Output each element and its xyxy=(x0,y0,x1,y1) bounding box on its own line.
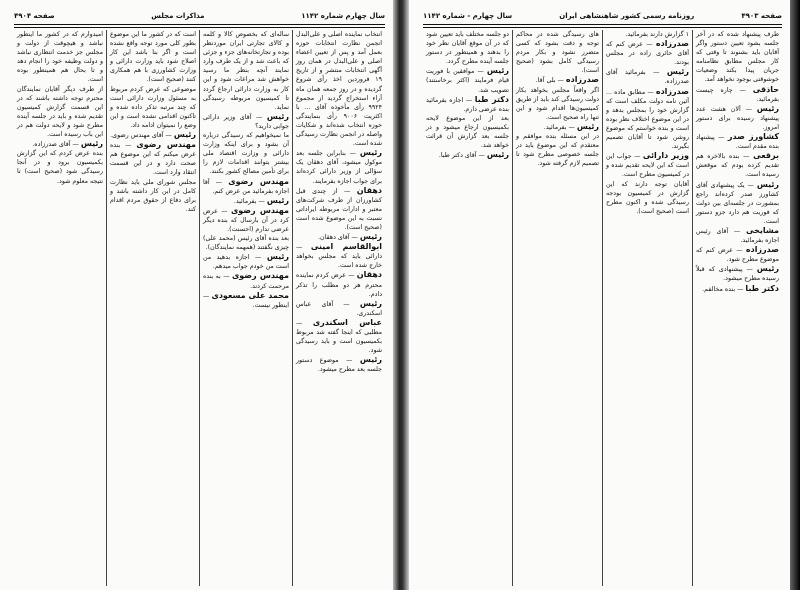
speaker-name: رئیس xyxy=(266,252,289,262)
paragraph-text: است که در کشور ما این موضوع بطور کلی مورد توجه واقع نشده است و اگر بنا باشد این کار اصلاح شود باید وزارت دارائی و وزارت کشاورزی با هم همکاری کنند (صحیح است). xyxy=(110,31,196,84)
paragraph xyxy=(516,132,599,168)
paragraph-text: از طرف دیگر آقایان نمایندگان محترم توجه داشته باشند که در این قسمت گزارش کمیسیون تقدیم شده و باید در جلسه آینده مطرح شود و لایحه دولت هم در این باب رسیده است. xyxy=(17,85,103,139)
text-column xyxy=(692,30,782,586)
speaker-name: رئیس xyxy=(756,264,779,274)
paragraph xyxy=(203,234,289,252)
text-column xyxy=(292,30,385,586)
paragraph-text: — بفرمائید. xyxy=(543,123,575,131)
left-page-header xyxy=(14,9,385,23)
paragraph xyxy=(296,232,382,242)
paragraph xyxy=(296,242,382,270)
paragraph xyxy=(426,30,509,66)
speaker-name: رئیس xyxy=(359,355,382,365)
paragraph xyxy=(203,206,289,234)
paragraph-text: دو جلسه مختلف باید تعیین شود که در آن موقع آقایان نظر خود را بدهند و همینطور در دستور جلسه آینده مطرح گردد. xyxy=(426,31,509,66)
header-rule xyxy=(423,24,782,28)
speaker-name: رئیس xyxy=(80,139,103,149)
paragraph-text: طرف پیشنهاد شده که در آخر جلسه بشود تعیین دستور واگر آقایان باید بشنوند تا وقتی که کار مجلس مطابق نظامنامه جریان پیدا بکند وضعیات خوشوقتی بوجود نخواهد آمد. xyxy=(696,31,779,84)
paragraph-text: مجلس شورای ملی باید نظارت کامل در این کار داشته باشد و برای دفاع از حقوق مردم اقدام کند. xyxy=(110,178,196,213)
speaker-name: رئیس xyxy=(486,66,509,76)
paragraph xyxy=(110,140,196,177)
paragraph xyxy=(203,196,289,206)
paragraph xyxy=(696,245,779,264)
paragraph xyxy=(296,318,382,355)
paragraph-text: — عرض کنم که آقای حائری زاده در مجلس بودند. xyxy=(606,41,689,67)
paragraph xyxy=(426,114,509,150)
text-column xyxy=(512,30,602,586)
paragraph xyxy=(696,284,779,294)
speaker-name: دهقان xyxy=(356,185,382,195)
paragraph xyxy=(696,264,779,283)
text-column xyxy=(106,30,199,586)
speaker-name: حاذقی xyxy=(752,84,779,94)
paragraph xyxy=(110,178,196,214)
scan-edge-shadow xyxy=(790,0,800,590)
page-number: صفحه ۴۹۰۳ xyxy=(741,12,782,20)
paragraph xyxy=(606,180,689,216)
paragraph xyxy=(296,270,382,298)
speaker-name: مهندس رضوی xyxy=(231,271,289,281)
paragraph xyxy=(296,148,382,185)
left-page xyxy=(0,0,393,590)
speaker-name: مهندس رضوی xyxy=(136,140,196,150)
speaker-name: عباس اسکندری xyxy=(312,317,382,327)
paragraph-text: — آقای صدرزاده. xyxy=(32,141,79,149)
paragraph-text: — عرض کنم که موضوع مطرح شود. xyxy=(696,247,779,264)
paragraph-text: — بفرمائید آقای صدرزاده. xyxy=(606,69,689,86)
speaker-name: رئیس xyxy=(576,121,599,131)
paragraph xyxy=(606,39,689,67)
right-page xyxy=(409,0,790,590)
paragraph-text: های رسیدگی شده در محاکم توجه و دقت بشود که کسی متضرر نشود و بکار مردم رسیدگی کامل بشود (صحیح است). xyxy=(516,31,599,75)
text-column xyxy=(199,30,292,586)
paragraph-text: — آقای مهندس رضوی. xyxy=(110,132,172,140)
paragraph xyxy=(203,252,289,271)
paragraph-text: بعد بنده آقای رئیس (محمد علی) چیزی نگفتند (همهمه نمایندگان). xyxy=(203,235,289,252)
paragraph xyxy=(696,30,779,85)
paragraph xyxy=(203,177,289,196)
section-title: روزنامه رسمی کشور شاهنشاهی ایران xyxy=(559,12,695,20)
speaker-name: رئیس xyxy=(756,103,779,113)
paragraph xyxy=(696,104,779,132)
speaker-name: محمد علی مسعودی xyxy=(211,290,289,300)
paragraph xyxy=(606,151,689,179)
speaker-name: رئیس xyxy=(266,195,289,205)
paragraph-text: بنده عرض کردم که این گزارش بکمیسیون برود و در آنجا رسیدگی شود (صحیح است) تا نتیجه معلوم شود. xyxy=(17,150,103,185)
paragraph-text: — بنده مخالفم. xyxy=(702,285,744,293)
paragraph-text: ۱ گزارش دارند بفرمائید. xyxy=(625,31,689,38)
paragraph-text: ما نمیخواهیم که رسیدگی درباره آن بشود و برای اینکه وزارت دارائی و وزارت اقتصاد ملی بیشتر بتوانند اقدامات لازم را برای تأمین مصالح کشور بکنند. xyxy=(203,132,289,176)
speaker-name: صدرزاده xyxy=(745,245,779,255)
paragraph xyxy=(696,180,779,226)
paragraph xyxy=(203,112,289,131)
paragraph-text: — بنده عرض میکنم که این موضوع هم صحت دارد و در این قسمت انتقاد وارد است. xyxy=(110,142,196,177)
paragraph xyxy=(296,186,382,232)
paragraph-text: — آقای دکتر طبا. xyxy=(438,152,485,160)
paragraph-text: بعد از این موضوع لایحه بکمیسیون ارجاع میشود و در جلسه بعد گزارش آن قرائت خواهد شد. xyxy=(426,114,509,150)
speaker-name: مهندس رضوی xyxy=(230,205,289,215)
paragraph xyxy=(203,131,289,176)
text-column xyxy=(423,30,512,586)
paragraph-text: — مطابق ماده ... آئین نامه دولت مکلف است که گزارش خود را بمجلس بدهد و در این موضوع اختلاف نظر بوده است و بنده خواستم که موضوع روشن شود تا آقایان تصمیم بگیرند. xyxy=(606,88,689,151)
paragraph-text: — بفرمائید. xyxy=(233,197,265,205)
paragraph-text: — آقای رئیس اجازه بفرمائید. xyxy=(696,227,779,245)
paragraph xyxy=(426,150,509,160)
paragraph-text: — مطلبی که اینجا گفته شد مربوط بکمیسیون است و باید رسیدگی شود. xyxy=(296,319,382,355)
paragraph-text: ساله‌ای که بخصوص کالا و کلمه و کالای تجارتی ایران موردنظر بوده و تجارتخانه‌های جزء و جزئی که باعث شد و از یک طرف وارد نمایند آنچه بنظر ما رسید خواهش شد مراعات شود و این کار به وزارت دارائی ارجاع گردد تا کمیسیون مربوطه رسیدگی نماید. xyxy=(203,31,289,111)
paragraph-text: موضوعی که عرض کردم مربوط به مسئول وزارت دارائی است که چند مرتبه تذکر داده شده و تاکنون اقدامی نشده است و این وضع را نمیتوان ادامه داد. xyxy=(110,85,196,129)
speaker-name: ابوالقاسم امینی xyxy=(310,242,382,252)
paragraph-text: — آقای وزیر دارائی جوابی دارید؟ xyxy=(203,113,289,130)
speaker-name: رئیس xyxy=(266,111,289,121)
speaker-name: رئیس xyxy=(666,67,689,77)
paragraph xyxy=(17,139,103,149)
paragraph xyxy=(17,149,103,185)
paragraph xyxy=(203,30,289,112)
paragraph xyxy=(516,75,599,85)
speaker-name: مهندس رضوی xyxy=(228,176,289,186)
paragraph xyxy=(296,30,382,148)
right-page-header xyxy=(423,9,782,23)
paragraph xyxy=(426,95,509,114)
paragraph xyxy=(696,226,779,245)
paragraph xyxy=(17,30,103,85)
paragraph xyxy=(110,130,196,140)
paragraph xyxy=(696,85,779,104)
paragraph-text: — یک پیشنهادی آقای کشاورز صدر کرده‌اند راجع بمشورت در جلسه‌ای بین دولت که فوریت هم دارد جزو دستور است. xyxy=(696,181,779,225)
paragraph-text: — اجازه بفرمائید بنده عرضی دارم. xyxy=(426,96,509,113)
paragraph-text: — عرض کرد در آن بارسال که بنده دیگر عرضی ندارم (احسنت). xyxy=(203,207,289,233)
speaker-name: برقعی xyxy=(753,151,779,161)
paragraph-text: — پیشنهاد بنده مقدم است. xyxy=(696,134,779,151)
paragraph-text: — اینطور نیست. xyxy=(203,292,289,309)
speaker-name: رئیس xyxy=(486,150,509,160)
paragraph-text: — آقا اجازه بفرمائید من عرض کنم. xyxy=(203,178,289,195)
paragraph-text: — بلی آقا. xyxy=(535,77,564,85)
paragraph-text: — بنده بالاخره هم تقدیم کرده بودم که موقعش رسیده است. xyxy=(696,153,779,179)
header-rule xyxy=(14,24,385,28)
page-number: صفحه ۴۹۰۴ xyxy=(14,12,55,20)
paragraph-text: آقایان توجه دارند که این گزارش در کمیسیون بودجه رسیدگی شده و اکنون مطرح است (صحیح است). xyxy=(606,180,689,215)
speaker-name: دکتر طبا xyxy=(745,283,779,293)
speaker-name: رئیس xyxy=(359,148,382,158)
paragraph xyxy=(426,66,509,94)
paragraph xyxy=(516,30,599,75)
paragraph-text: — آقای دهقان. xyxy=(318,234,358,242)
left-page-columns xyxy=(14,30,385,586)
paragraph-text: — آلان هشت عدد پیشنهاد رسیده برای دستور امروز. xyxy=(696,105,779,131)
paragraph xyxy=(606,67,689,86)
paragraph xyxy=(606,87,689,152)
paragraph xyxy=(696,151,779,179)
paragraph-text: — آقای عباس اسکندری. xyxy=(296,300,382,317)
paragraph-text: — پیشنهادی که قبلاً رسیده مطرح میشود. xyxy=(696,266,779,283)
speaker-name: رئیس xyxy=(173,130,196,140)
text-column xyxy=(602,30,692,586)
paragraph-text: — به بنده مرحمت کردند. xyxy=(203,273,289,290)
paragraph-text: — جواب این است که این لایحه تقدیم شده و در کمیسیون مطرح است. xyxy=(606,153,689,179)
speaker-name: صدرزاده xyxy=(565,75,599,85)
speaker-name: دکتر طبا xyxy=(474,94,509,104)
paragraph-text: — عرض کردم نماینده محترم هر دو مطلب را تذکر دادم. xyxy=(296,272,382,298)
speaker-name: رئیس xyxy=(359,232,382,242)
paragraph xyxy=(296,299,382,318)
paragraph-text: در این مسئله بنده موافقم و معتقدم که این موضوع باید در جلسه خصوصی مطرح شود تا تصمیم لازم گرفته شود. xyxy=(516,133,599,168)
speaker-name: دهقان xyxy=(356,270,382,280)
paragraph-text: انتخاب نماینده اصلی و علی‌البدل انجمن نظارت انتخابات حوزه بعمل آمد و پس از تعیین اعضاء اصلی و علی‌البدل در همان روز آگهی انتخابات منتشر و از تاریخ ۱۹ فروردین اخذ رأی شروع گردیده و در روز جمعه همان ماه آراء استخراج گردید از مجموع ۹۹۲۴ رأی مأخوذه آقای ... با اکثریت ۹۰۰۶ رأی بنمایندگی حوزه انتخاب شده‌اند و شکایات واصله در انجمن نظارت رسیدگی شده است. xyxy=(296,31,383,148)
speaker-name: صدرزاده xyxy=(655,86,689,96)
issue-label: سال چهارم شماره ۱۱۴۲ xyxy=(301,12,385,20)
paragraph-text: امیدوارم که در کشور ما اینطور نباشد و هیچوقت از دولت و مجلس جز خدمت انتظاری نباشد و دولت وظیفه خود را انجام دهد و تا بحال هم همینطور بوده است. xyxy=(17,31,103,84)
section-title: مذاکرات مجلس xyxy=(151,12,205,20)
paragraph-text: — دارائی باید که مجلس بخواهد خارج شده است. xyxy=(296,244,382,270)
page-gutter xyxy=(393,0,409,590)
paragraph xyxy=(516,86,599,122)
paragraph xyxy=(203,271,289,290)
paragraph xyxy=(606,30,689,39)
paragraph xyxy=(17,85,103,140)
text-column xyxy=(14,30,106,586)
paragraph xyxy=(203,291,289,310)
speaker-name: رئیس xyxy=(359,298,382,308)
paragraph-text: — از چندی قبل کشاورزان از طرف شرکت‌های معتبر و ادارات مربوطه ایراداتی نسبت به این موضوع شده است (صحیح است). xyxy=(296,187,382,231)
paragraph-text: — اجازه بدهید من است من خودم جواب میدهم. xyxy=(203,254,289,271)
paragraph xyxy=(110,85,196,130)
issue-label: سال چهارم - شماره ۱۱۴۲ xyxy=(423,12,513,20)
speaker-name: رئیس xyxy=(756,179,779,189)
speaker-name: وزیر دارائی xyxy=(642,151,689,161)
paragraph xyxy=(296,355,382,374)
paragraph-text: — موافقین با فوریت قیام فرمایند (اکثر برخاستند) تصویب شد. xyxy=(426,68,509,94)
paragraph-text: — بنابراین جلسه بعد موکول میشود، آقای دهقان یک سؤالی از وزیر دارائی کرده‌اند برای جواب اجازه بفرمایند. xyxy=(296,150,382,185)
paragraph-text: — چاره چیست بفرمائید. xyxy=(696,86,779,103)
right-page-columns xyxy=(423,30,782,586)
paragraph-text: اگر واقعاً مجلس بخواهد بکار دولت رسیدگی کند باید از طریق کمیسیون‌ها اقدام شود و این تنها راه صحیح است. xyxy=(516,86,599,121)
speaker-name: کشاورز صدر xyxy=(727,132,779,142)
paragraph xyxy=(696,132,779,151)
paragraph xyxy=(516,122,599,132)
speaker-name: مشایخی xyxy=(746,225,779,235)
speaker-name: صدرزاده xyxy=(655,39,689,49)
paragraph xyxy=(110,30,196,85)
paragraph-text: — موضوع دستور جلسه بعد مطرح میشود. xyxy=(296,357,382,374)
